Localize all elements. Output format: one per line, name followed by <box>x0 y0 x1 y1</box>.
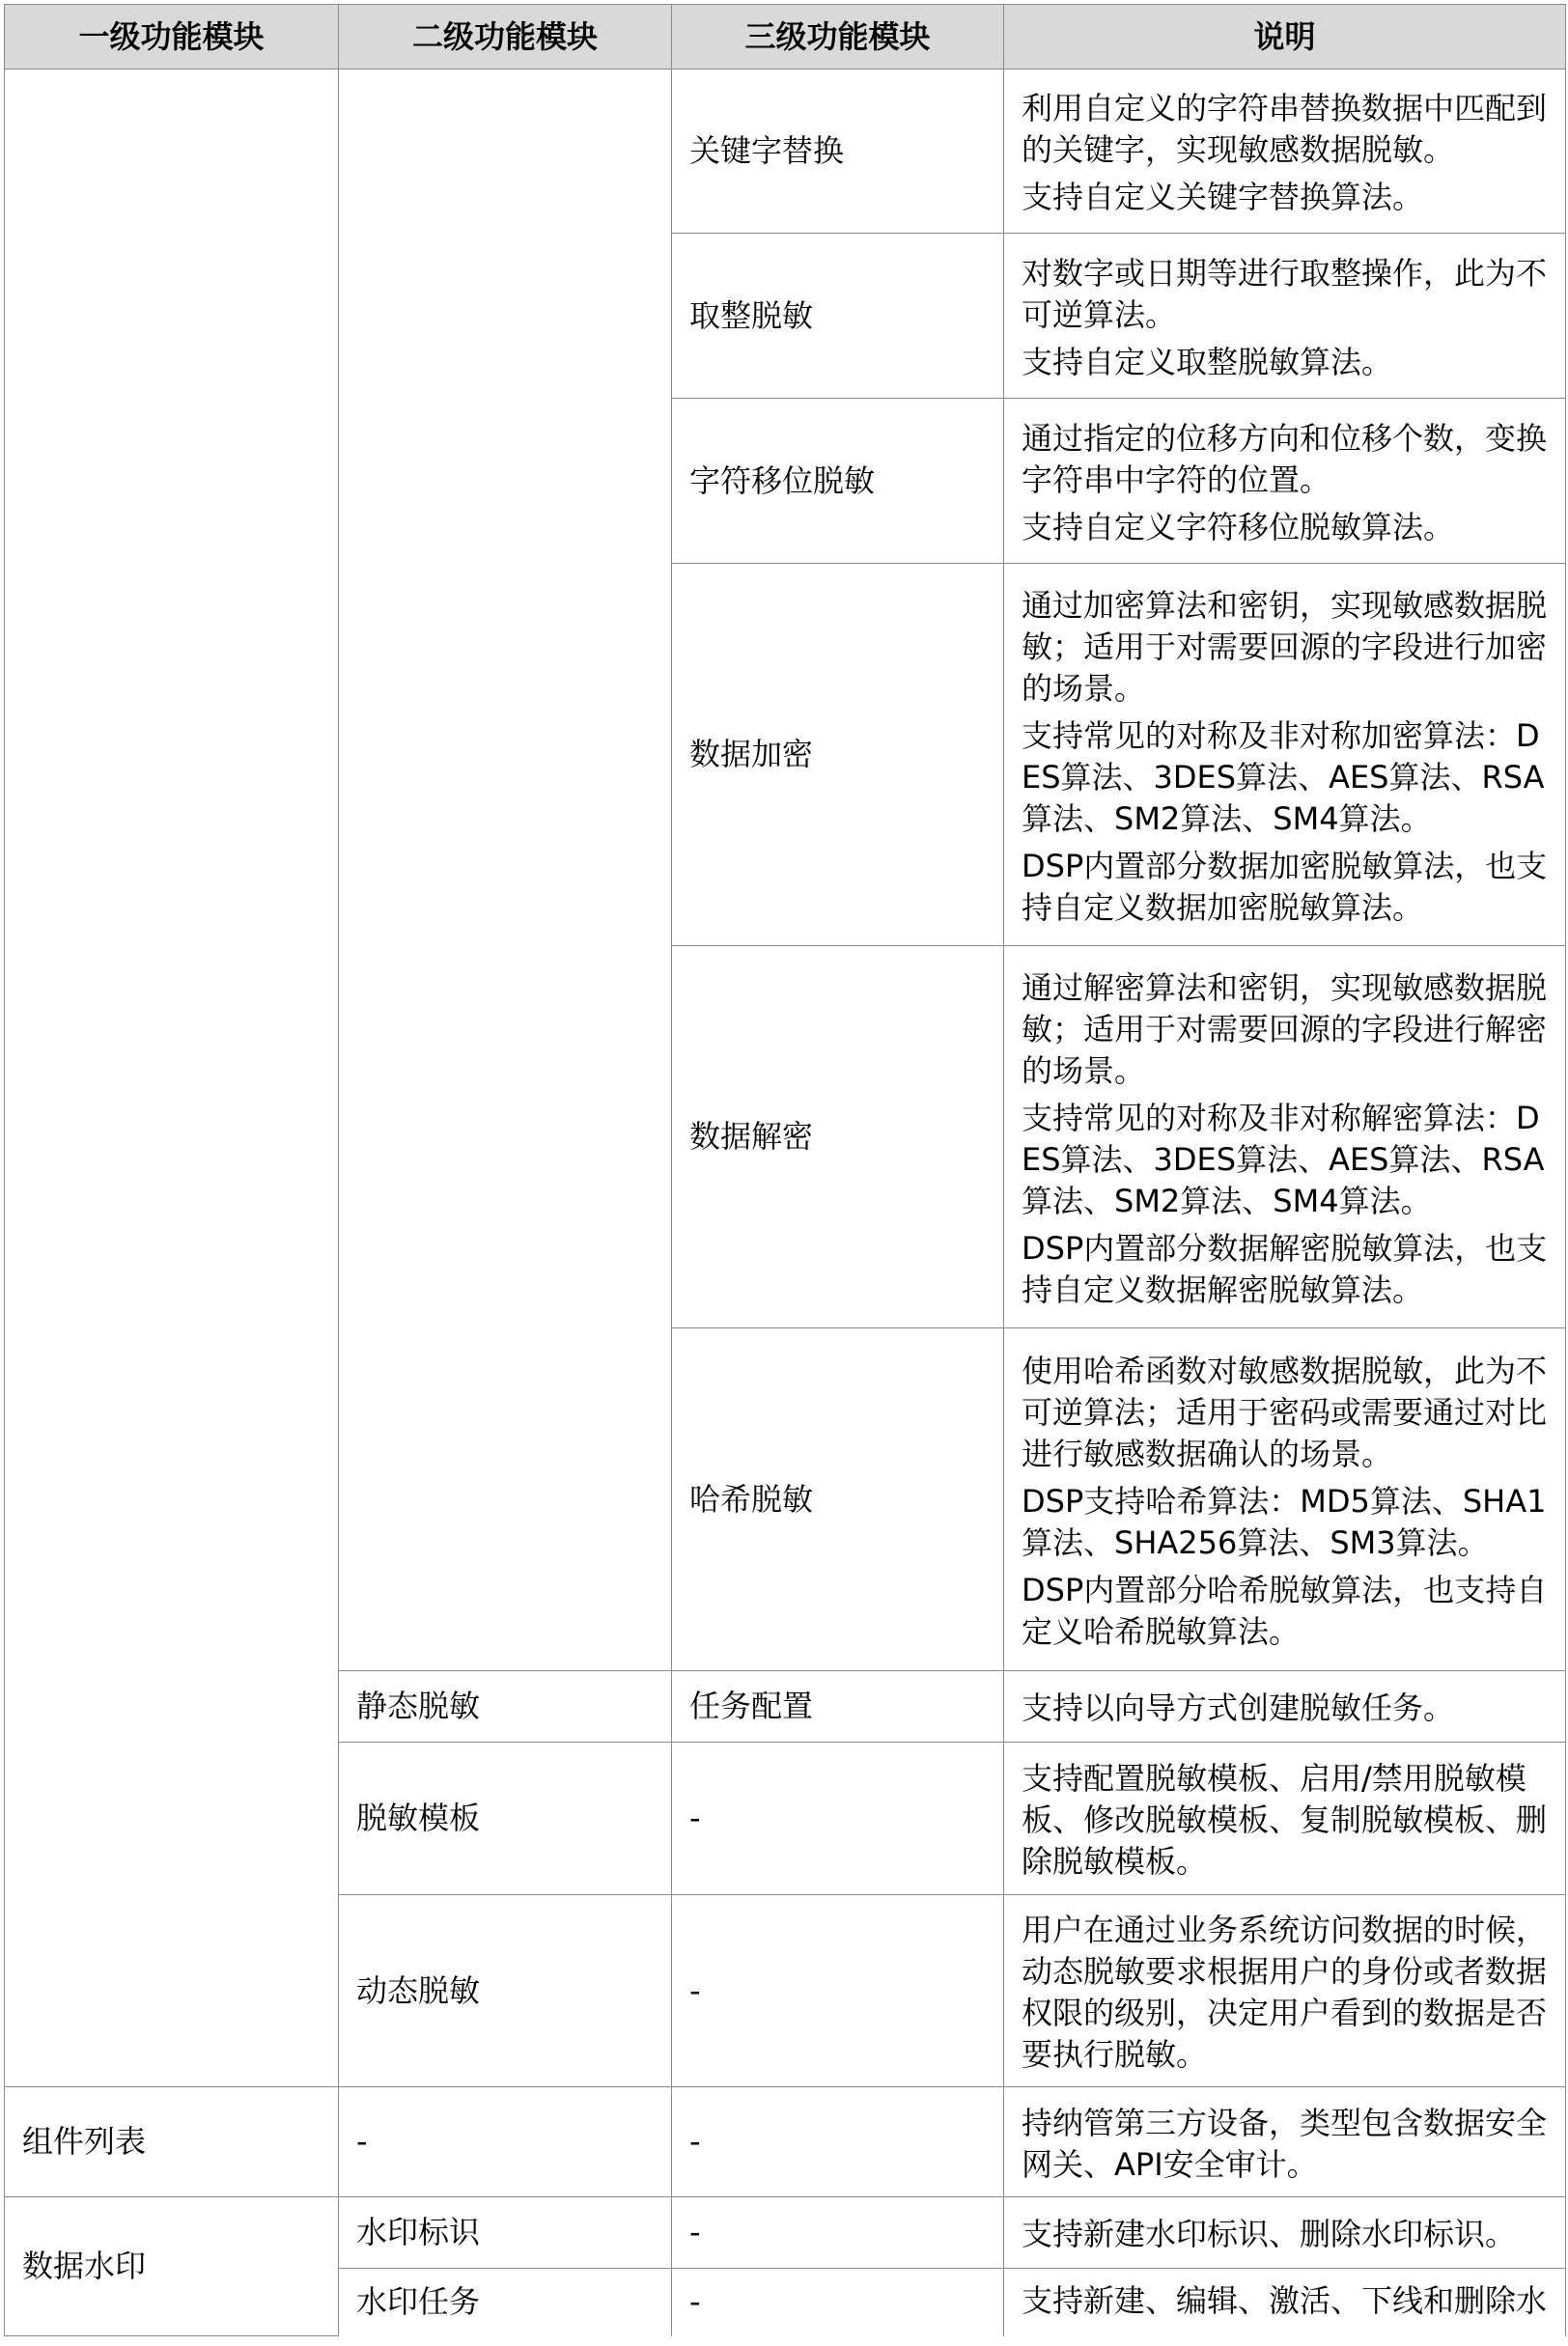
description-paragraph: DSP内置部分数据加密脱敏算法，也支持自定义数据加密脱敏算法。 <box>1022 847 1548 926</box>
level3-cell: 关键字替换 <box>672 70 1004 234</box>
header-level1-module: 一级功能模块 <box>5 5 339 70</box>
description-paragraph: 持纳管第三方设备，类型包含数据安全网关、API安全审计。 <box>1022 2104 1548 2183</box>
level3-cell: 取整脱敏 <box>672 234 1004 399</box>
table-row <box>5 2087 1566 2197</box>
description-cell <box>1004 399 1566 564</box>
level1-cell: 数据水印 <box>5 2197 339 2336</box>
description-paragraph: DSP支持哈希算法：MD5算法、SHA1算法、SHA256算法、SM3算法。 <box>1022 1482 1547 1561</box>
description-paragraph: 对数字或日期等进行取整操作，此为不可逆算法。 <box>1022 254 1548 333</box>
description-paragraph: 支持自定义关键字替换算法。 <box>1022 179 1424 215</box>
description-paragraph: 支持自定义取整脱敏算法。 <box>1022 343 1393 380</box>
level3-cell: - <box>672 1743 1004 1895</box>
description-paragraph: 支持以向导方式创建脱敏任务。 <box>1022 1690 1455 1726</box>
level3-cell: - <box>672 2197 1004 2269</box>
level3-cell: 数据加密 <box>672 564 1004 946</box>
description-paragraph: DSP内置部分哈希脱敏算法，也支持自定义哈希脱敏算法。 <box>1022 1571 1548 1650</box>
header-description: 说明 <box>1004 5 1566 70</box>
description-cell <box>1004 234 1566 399</box>
header-level3-module: 三级功能模块 <box>672 5 1004 70</box>
table-row <box>5 2197 1566 2269</box>
level2-cell-empty <box>339 70 672 1671</box>
description-cell <box>1004 2269 1566 2336</box>
level2-cell: - <box>339 2087 672 2197</box>
level2-cell: 动态脱敏 <box>339 1895 672 2087</box>
description-cell <box>1004 1743 1566 1895</box>
description-cell <box>1004 946 1566 1328</box>
description-cell <box>1004 1328 1566 1671</box>
description-cell <box>1004 2197 1566 2269</box>
document-page <box>4 4 1565 2336</box>
header-level2-module: 二级功能模块 <box>339 5 672 70</box>
level1-cell-empty <box>5 70 339 2087</box>
description-cell <box>1004 70 1566 234</box>
level3-cell: - <box>672 1895 1004 2087</box>
level2-cell: 水印标识 <box>339 2197 672 2269</box>
description-cell <box>1004 564 1566 946</box>
description-paragraph: 支持新建水印标识、删除水印标识。 <box>1022 2216 1517 2252</box>
level3-cell: 任务配置 <box>672 1671 1004 1743</box>
description-cell <box>1004 1895 1566 2087</box>
level3-cell: - <box>672 2087 1004 2197</box>
description-paragraph: 通过加密算法和密钥，实现敏感数据脱敏；适用于对需要回源的字段进行加密的场景。 <box>1022 586 1548 707</box>
table-row <box>5 70 1566 234</box>
description-cell <box>1004 2087 1566 2197</box>
level3-cell: 字符移位脱敏 <box>672 399 1004 564</box>
table-header-row <box>5 5 1566 70</box>
description-paragraph: 使用哈希函数对敏感数据脱敏，此为不可逆算法；适用于密码或需要通过对比进行敏感数据确认的场景。 <box>1022 1352 1548 1472</box>
description-paragraph: 用户在通过业务系统访问数据的时候，动态脱敏要求根据用户的身份或者数据权限的级别，决定用户看到的数据是否要执行脱敏。 <box>1022 1912 1548 2073</box>
level3-cell: 哈希脱敏 <box>672 1328 1004 1671</box>
description-paragraph: 通过指定的位移方向和位移个数，变换字符串中字符的位置。 <box>1022 419 1548 498</box>
function-module-table <box>4 4 1566 2336</box>
description-paragraph: 通过解密算法和密钥，实现敏感数据脱敏；适用于对需要回源的字段进行解密的场景。 <box>1022 968 1548 1089</box>
description-paragraph: 支持自定义字符移位脱敏算法。 <box>1022 508 1455 545</box>
description-paragraph: 支持常见的对称及非对称加密算法：DES算法、3DES算法、AES算法、RSA算法、SM2算法、SM4算法。 <box>1022 716 1545 837</box>
description-paragraph: DSP内置部分数据解密脱敏算法，也支持自定义数据解密脱敏算法。 <box>1022 1229 1548 1308</box>
description-paragraph: 支持配置脱敏模板、启用/禁用脱敏模板、修改脱敏模板、复制脱敏模板、删除脱敏模板。 <box>1022 1760 1548 1880</box>
description-paragraph: 支持新建、编辑、激活、下线和删除水 <box>1022 2282 1548 2319</box>
level1-cell: 组件列表 <box>5 2087 339 2197</box>
description-paragraph: 利用自定义的字符串替换数据中匹配到的关键字，实现敏感数据脱敏。 <box>1022 90 1548 168</box>
level3-cell: 数据解密 <box>672 946 1004 1328</box>
level2-cell: 脱敏模板 <box>339 1743 672 1895</box>
level2-cell: 水印任务 <box>339 2269 672 2336</box>
description-paragraph: 支持常见的对称及非对称解密算法：DES算法、3DES算法、AES算法、RSA算法、SM2算法、SM4算法。 <box>1022 1099 1545 1219</box>
description-cell <box>1004 1671 1566 1743</box>
level3-cell: - <box>672 2269 1004 2336</box>
level2-cell: 静态脱敏 <box>339 1671 672 1743</box>
